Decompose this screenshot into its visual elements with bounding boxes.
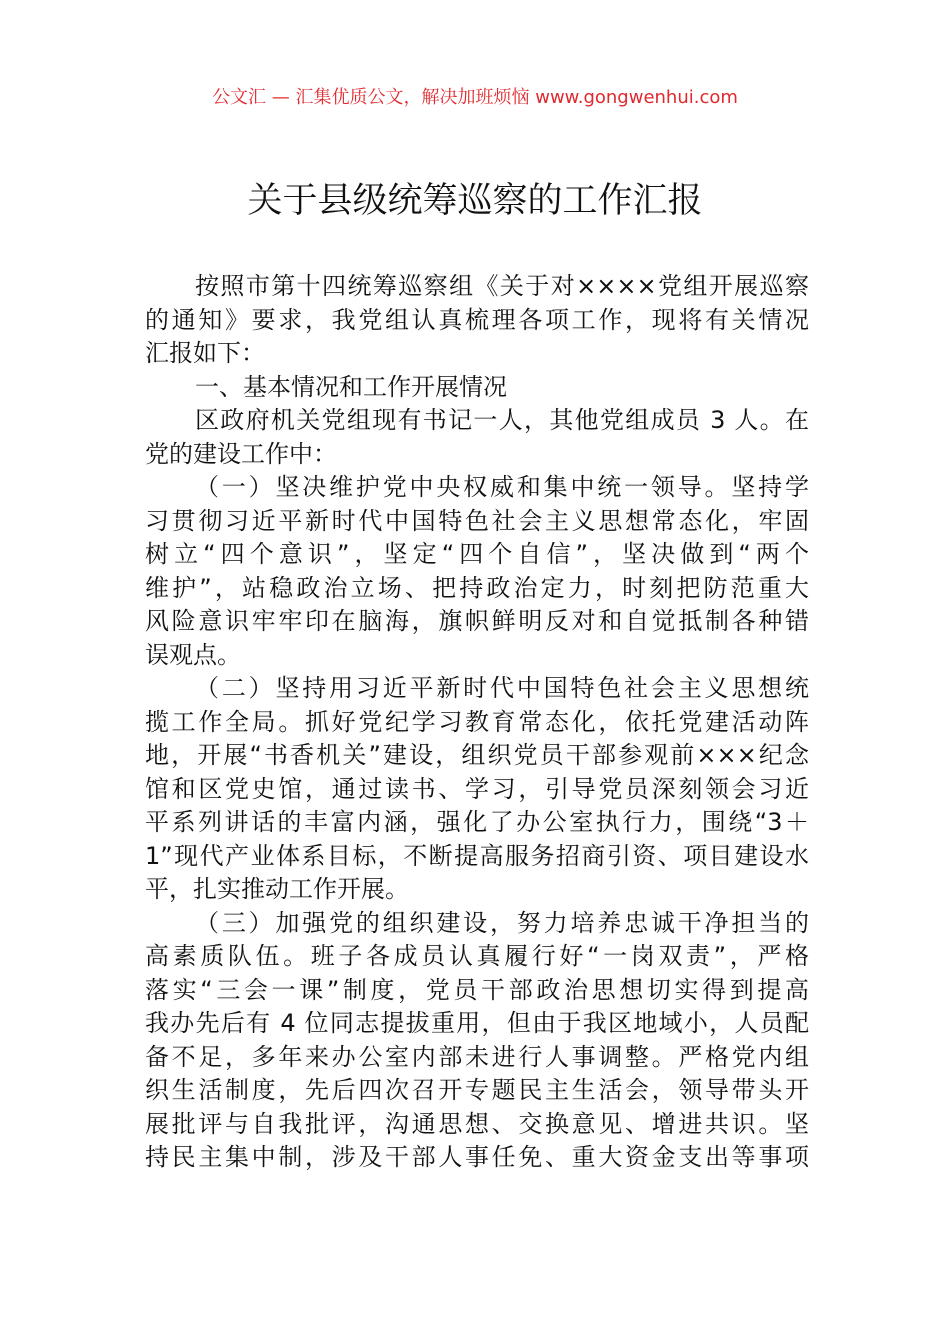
text-line: 落实“三会一课”制度，党员干部政治思想切实得到提高 <box>145 975 809 1004</box>
page-title: 关于县级统筹巡察的工作汇报 <box>247 181 703 221</box>
text-line: 地，开展“书香机关”建设，组织党员干部参观前×××纪念 <box>145 741 809 769</box>
text-line: （二）坚持用习近平新时代中国特色社会主义思想统 <box>195 674 809 702</box>
text-line: 按照市第十四统筹巡察组《关于对××××党组开展巡察 <box>195 272 809 300</box>
text-line: 备不足，多年来办公室内部未进行人事调整。严格党内组 <box>145 1042 809 1071</box>
text-line: 汇报如下： <box>145 339 265 367</box>
text-line: 的通知》要求，我党组认真梳理各项工作，现将有关情况 <box>145 305 809 334</box>
paragraph-item-1 <box>145 471 809 672</box>
section-heading <box>145 371 809 405</box>
text-line: 我办先后有 4 位同志提拔重用，但由于我区地域小，人员配 <box>145 1009 809 1037</box>
text-line: 维护”，站稳政治立场、把持政治定力，时刻把防范重大 <box>145 573 809 602</box>
text-line: 区政府机关党组现有书记一人，其他党组成员 3 人。在 <box>195 406 809 434</box>
text-line: 馆和区党史馆，通过读书、学习，引导党员深刻领会习近 <box>145 774 809 803</box>
text-line: （一）坚决维护党中央权威和集中统一领导。坚持学 <box>195 473 809 501</box>
text-line: 展批评与自我批评，沟通思想、交换意见、增进共识。坚 <box>145 1109 809 1138</box>
text-line: 1”现代产业体系目标，不断提高服务招商引资、项目建设水 <box>145 841 809 870</box>
text-line: 习贯彻习近平新时代中国特色社会主义思想常态化，牢固 <box>145 506 809 535</box>
text-line: 树立“四个意识”，坚定“四个自信”，坚决做到“两个 <box>145 540 809 568</box>
text-line: 织生活制度，先后四次召开专题民主生活会，领导带头开 <box>145 1076 809 1104</box>
paragraph-intro <box>145 270 809 371</box>
text-line: 风险意识牢牢印在脑海，旗帜鲜明反对和自觉抵制各种错 <box>145 607 809 635</box>
document-body <box>145 270 809 1175</box>
text-line: 误观点。 <box>145 640 241 669</box>
paragraph-section-intro <box>145 404 809 471</box>
text-line: 揽工作全局。抓好党纪学习教育常态化，依托党建活动阵 <box>145 707 809 736</box>
text-line: 平，扎实推动工作开展。 <box>145 875 409 903</box>
text-line: 持民主集中制，涉及干部人事任免、重大资金支出等事项 <box>145 1143 809 1171</box>
paragraph-item-3 <box>145 907 809 1175</box>
text-line: 平系列讲话的丰富内涵，强化了办公室执行力，围绕“3＋ <box>145 808 809 836</box>
text-line: 高素质队伍。班子各成员认真履行好“一岗双责”，严格 <box>145 942 809 970</box>
heading-line: 一、基本情况和工作开展情况 <box>195 372 507 401</box>
text-line: （三）加强党的组织建设，努力培养忠诚干净担当的 <box>195 908 809 937</box>
paragraph-item-2 <box>145 672 809 907</box>
text-line: 党的建设工作中： <box>145 439 337 468</box>
watermark-header: 公文汇 — 汇集优质公文，解决加班烦恼 www.gongwenhui.com <box>212 87 738 108</box>
